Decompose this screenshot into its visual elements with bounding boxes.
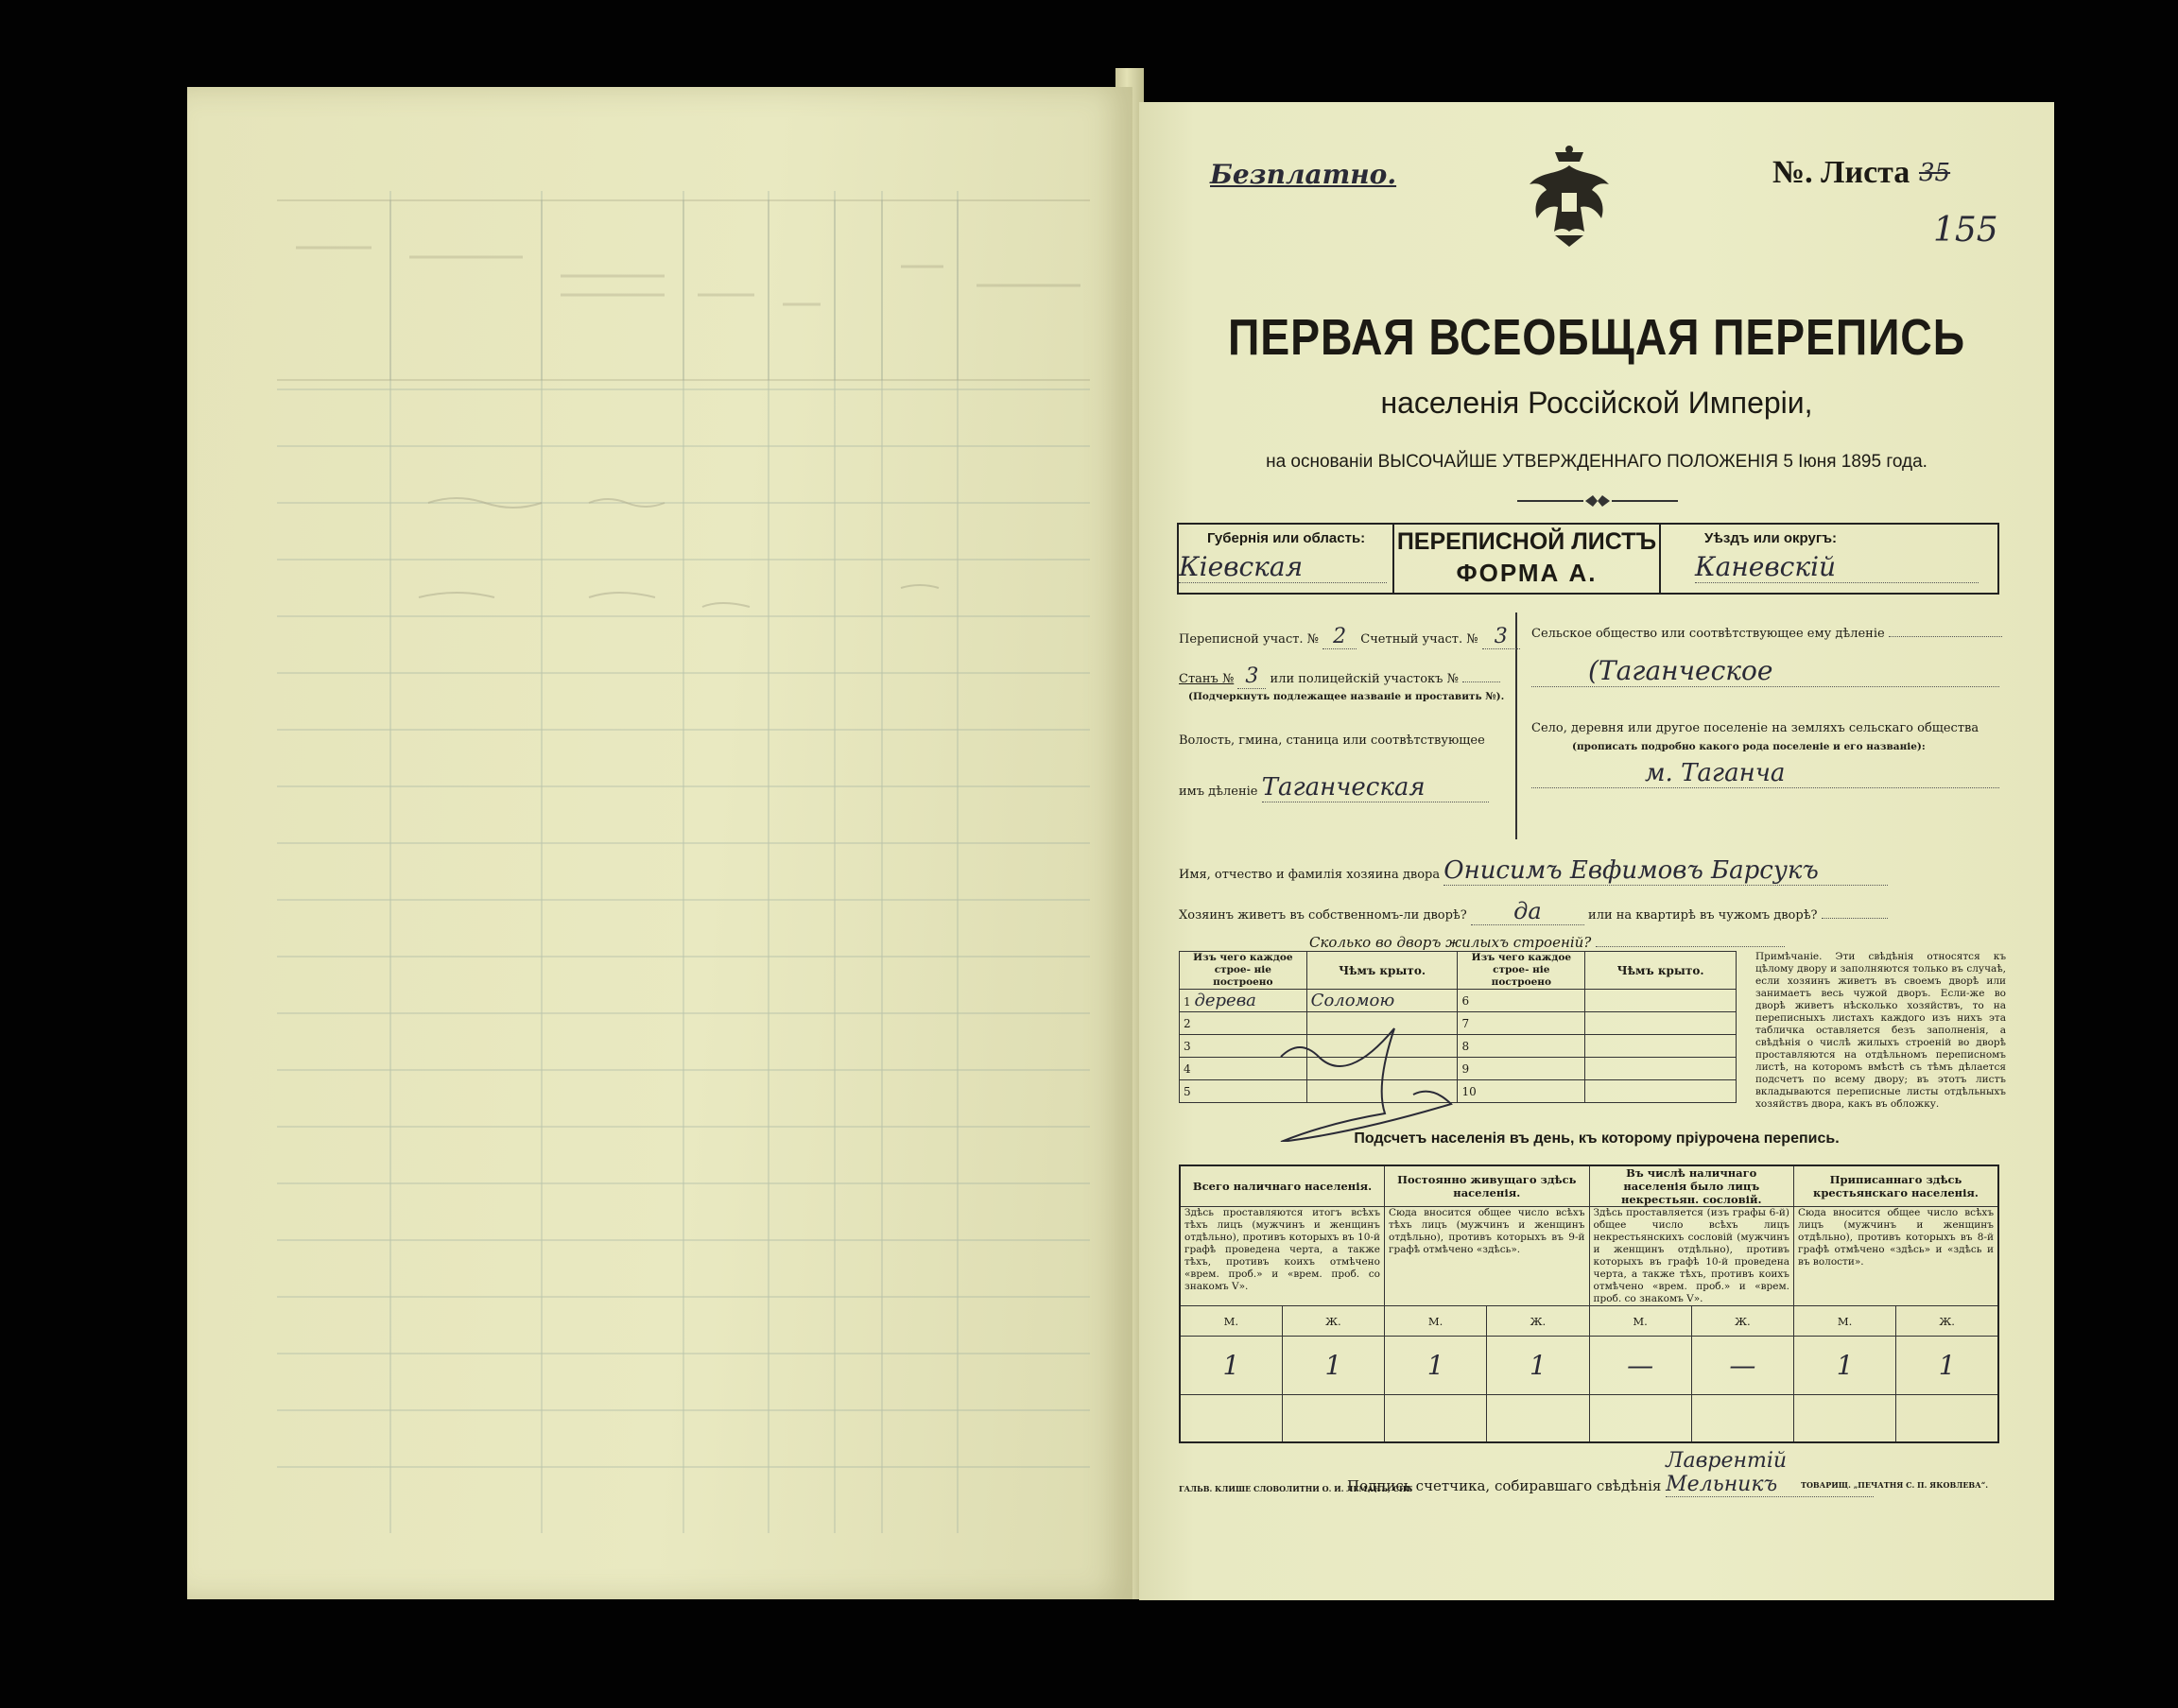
owner-name-value: Онисимъ Евфимовъ Барсукъ <box>1443 856 1888 886</box>
count-non-peasant-f: — <box>1691 1337 1793 1395</box>
free-label: Безплатно. <box>1210 159 1397 190</box>
sheet-number-old-value: 35 <box>1919 159 1951 187</box>
row-number: 2 <box>1180 1012 1307 1035</box>
material-value: дерева <box>1194 991 1256 1010</box>
uezd-value: Каневскій <box>1695 551 1979 583</box>
count-head-non-peasant: Въ числѣ наличнаго населенія было лицъ некрестьян. сословій. <box>1589 1165 1794 1207</box>
buildings-question <box>1309 934 1785 951</box>
census-section-field <box>1179 625 1520 649</box>
form-title-line-1: ПЕРЕПИСНОЙ ЛИСТЪ <box>1396 528 1657 555</box>
buildings-note: Примѣчаніе. Эти свѣдѣнія относятся къ цѣлому двору и заполняются только въ случаѣ, если хозяинъ живетъ въ своемъ дворѣ или занимаетъ весь чужой дворъ. Если-же во дворѣ живетъ нѣсколько хозяйствъ, то на переписныхъ листахъ каждого изъ нихъ эта табличка оставляется безъ заполненія, а свѣдѣнія о числѣ жилыхъ строеній во дворѣ проставляются на отдѣльномъ переписномъ листѣ, на которомъ вмѣстѣ съ тѣмъ дѣлается подсчетъ по всему двору; въ этотъ листъ вкладываются переписные листы отдѣльныхъ хозяйствъ двора, какъ въ обложку. <box>1755 951 2006 1110</box>
roof-value: Соломою <box>1306 990 1458 1012</box>
uezd-box <box>1657 523 1999 595</box>
census-form-page <box>1139 102 2054 1600</box>
uezd-label: Уѣздъ или округъ: <box>1704 530 1838 546</box>
row-number: 7 <box>1458 1012 1585 1035</box>
village-label: Село, деревня или другое поселеніе на земляхъ сельскаго общества <box>1531 721 1979 735</box>
count-desc-non-peasant: Здѣсь проставляется (изъ графы 6-й) общее число всѣхъ лицъ некрестьянскихъ сословій (мужчинъ и женщинъ отдѣльно), противъ которыхъ въ графѣ 10-й проведена черта, а также тѣхъ, противъ коихъ отмѣчено «врем. проб.» и «врем. проб. со знакомъ V». <box>1589 1207 1794 1306</box>
society-value: (Таганческое <box>1531 655 1999 687</box>
f-label: Ж. <box>1896 1306 1998 1337</box>
m-label: М. <box>1385 1306 1487 1337</box>
village-note: (прописать подробно какого рода поселеніе и его названіе): <box>1572 741 1926 752</box>
count-registered-m: 1 <box>1794 1337 1896 1395</box>
m-label: М. <box>1589 1306 1691 1337</box>
signature-field <box>1347 1449 1874 1497</box>
left-page-ruled-grid <box>277 191 1090 1533</box>
society-label: Сельское общество или соотвѣтствующее ему дѣленіе <box>1531 627 1885 641</box>
row-number: 8 <box>1458 1035 1585 1058</box>
volost-field <box>1179 773 1489 802</box>
census-subtitle: населенія Россійской Имперіи, <box>1380 386 1813 420</box>
volost-label-line-1: Волость, гмина, станица или соотвѣтствующее <box>1179 733 1485 748</box>
ornamental-divider <box>1517 492 1678 510</box>
printer-mark-left: ГАЛЬВ. КЛИШЕ СЛОВОЛИТНИ О. И. ЛЕМАНЪ, СПБ <box>1179 1484 1413 1493</box>
left-page <box>187 87 1132 1599</box>
f-label: Ж. <box>1691 1306 1793 1337</box>
underline-note: (Подчеркнуть подлежащее названіе и проставить №). <box>1188 691 1505 702</box>
col-material-left: Изъ чего каждое строе- ніе построено <box>1180 952 1307 990</box>
population-count-title: Подсчетъ населенія въ день, къ которому пріурочена перепись. <box>1354 1130 1840 1147</box>
handwritten-flourish <box>1253 1009 1479 1142</box>
count-non-peasant-m: — <box>1589 1337 1691 1395</box>
count-section-value: 3 <box>1482 625 1520 649</box>
row-number: 9 <box>1458 1058 1585 1080</box>
m-label: М. <box>1180 1306 1282 1337</box>
col-roof-left: Чѣмъ крыто. <box>1306 952 1458 990</box>
count-registered-f: 1 <box>1896 1337 1998 1395</box>
row-number: 3 <box>1180 1035 1307 1058</box>
printer-mark-right: ТОВАРИЩ. „ПЕЧАТНЯ С. П. ЯКОВЛЕВА“. <box>1801 1480 1989 1490</box>
m-label: М. <box>1794 1306 1896 1337</box>
f-label: Ж. <box>1282 1306 1384 1337</box>
signature-label: Подпись счетчика, собиравшаго свѣдѣнія <box>1347 1477 1662 1494</box>
stan-label: Станъ № <box>1179 672 1235 686</box>
count-head-registered: Приписаннаго здѣсь крестьянскаго населенія. <box>1794 1165 1999 1207</box>
form-title-box <box>1392 523 1661 595</box>
count-permanent-f: 1 <box>1487 1337 1589 1395</box>
census-section-value: 2 <box>1322 625 1357 649</box>
owner-apartment-label: или на квартирѣ въ чужомъ дворѣ? <box>1588 908 1818 923</box>
signature-value: Лаврентій Мельникъ <box>1666 1449 1874 1497</box>
gubernia-value: Кіевская <box>1179 551 1387 583</box>
owner-lives-label: Хозяинъ живетъ въ собственномъ-ли дворѣ? <box>1179 908 1467 923</box>
count-desc-registered: Сюда вносится общее число всѣхъ лицъ (мужчинъ и женщинъ отдѣльно), противъ которыхъ въ 8-й графѣ отмѣчено «здѣсь» и «здѣсь и въ волости». <box>1794 1207 1999 1306</box>
census-main-title: ПЕРВАЯ ВСЕОБЩАЯ ПЕРЕПИСЬ <box>1228 309 1965 366</box>
double-headed-eagle-emblem <box>1517 145 1621 258</box>
row-number: 5 <box>1180 1080 1307 1103</box>
volost-value: Таганческая <box>1262 773 1489 802</box>
col-roof-right: Чѣмъ крыто. <box>1585 952 1737 990</box>
form-title-line-2: ФОРМА А. <box>1456 559 1598 587</box>
owner-lives-value: да <box>1471 898 1584 925</box>
row-number: 6 <box>1458 990 1585 1012</box>
census-section-label: Переписной участ. № <box>1179 632 1319 647</box>
stan-field <box>1179 664 1500 689</box>
count-total-m: 1 <box>1180 1337 1282 1395</box>
gubernia-label: Губернія или область: <box>1207 530 1366 546</box>
police-section-label: или полицейскій участокъ № <box>1270 672 1459 686</box>
row-number: 10 <box>1458 1080 1585 1103</box>
sheet-number-label: №. Листа <box>1772 155 1910 190</box>
census-basis-line: на основаніи ВЫСОЧАЙШЕ УТВЕРЖДЕННАГО ПОЛОЖЕНІЯ 5 Іюня 1895 года. <box>1266 452 1927 472</box>
sheet-number-value: 155 <box>1933 211 1998 250</box>
count-section-label: Счетный участ. № <box>1360 632 1478 647</box>
gubernia-box <box>1177 523 1394 595</box>
row-number: 1 <box>1184 995 1191 1009</box>
count-permanent-m: 1 <box>1385 1337 1487 1395</box>
volost-label-line-2: имъ дѣленіе <box>1179 785 1258 799</box>
village-value: м. Таганча <box>1531 759 1999 788</box>
owner-name-field <box>1179 856 1888 886</box>
table-row <box>1180 990 1737 1012</box>
count-desc-total: Здѣсь проставляются итогъ всѣхъ тѣхъ лицъ (мужчинъ и женщинъ отдѣльно), противъ которыхъ въ 10-й графѣ проведена черта, а также тѣхъ, противъ коихъ отмѣчено «врем. проб.» и «врем. проб. со знакомъ V». <box>1180 1207 1385 1306</box>
society-field <box>1531 627 2002 641</box>
buildings-question-text: Сколько во дворъ жилыхъ строеній? <box>1309 934 1592 951</box>
count-head-permanent: Постоянно живущаго здѣсь населенія. <box>1385 1165 1590 1207</box>
col-material-right: Изъ чего каждое строе- ніе построено <box>1458 952 1585 990</box>
count-desc-permanent: Сюда вносится общее число всѣхъ тѣхъ лицъ (мужчинъ и женщинъ отдѣльно), противъ которыхъ въ 9-й графѣ отмѣчено «здѣсь». <box>1385 1207 1590 1306</box>
row-number: 4 <box>1180 1058 1307 1080</box>
owner-lives-field <box>1179 898 1888 925</box>
population-count-table <box>1179 1165 1999 1443</box>
count-head-total: Всего наличнаго населенія. <box>1180 1165 1385 1207</box>
count-total-f: 1 <box>1282 1337 1384 1395</box>
owner-name-label: Имя, отчество и фамилія хозяина двора <box>1179 868 1441 882</box>
f-label: Ж. <box>1487 1306 1589 1337</box>
stan-value: 3 <box>1237 664 1266 689</box>
